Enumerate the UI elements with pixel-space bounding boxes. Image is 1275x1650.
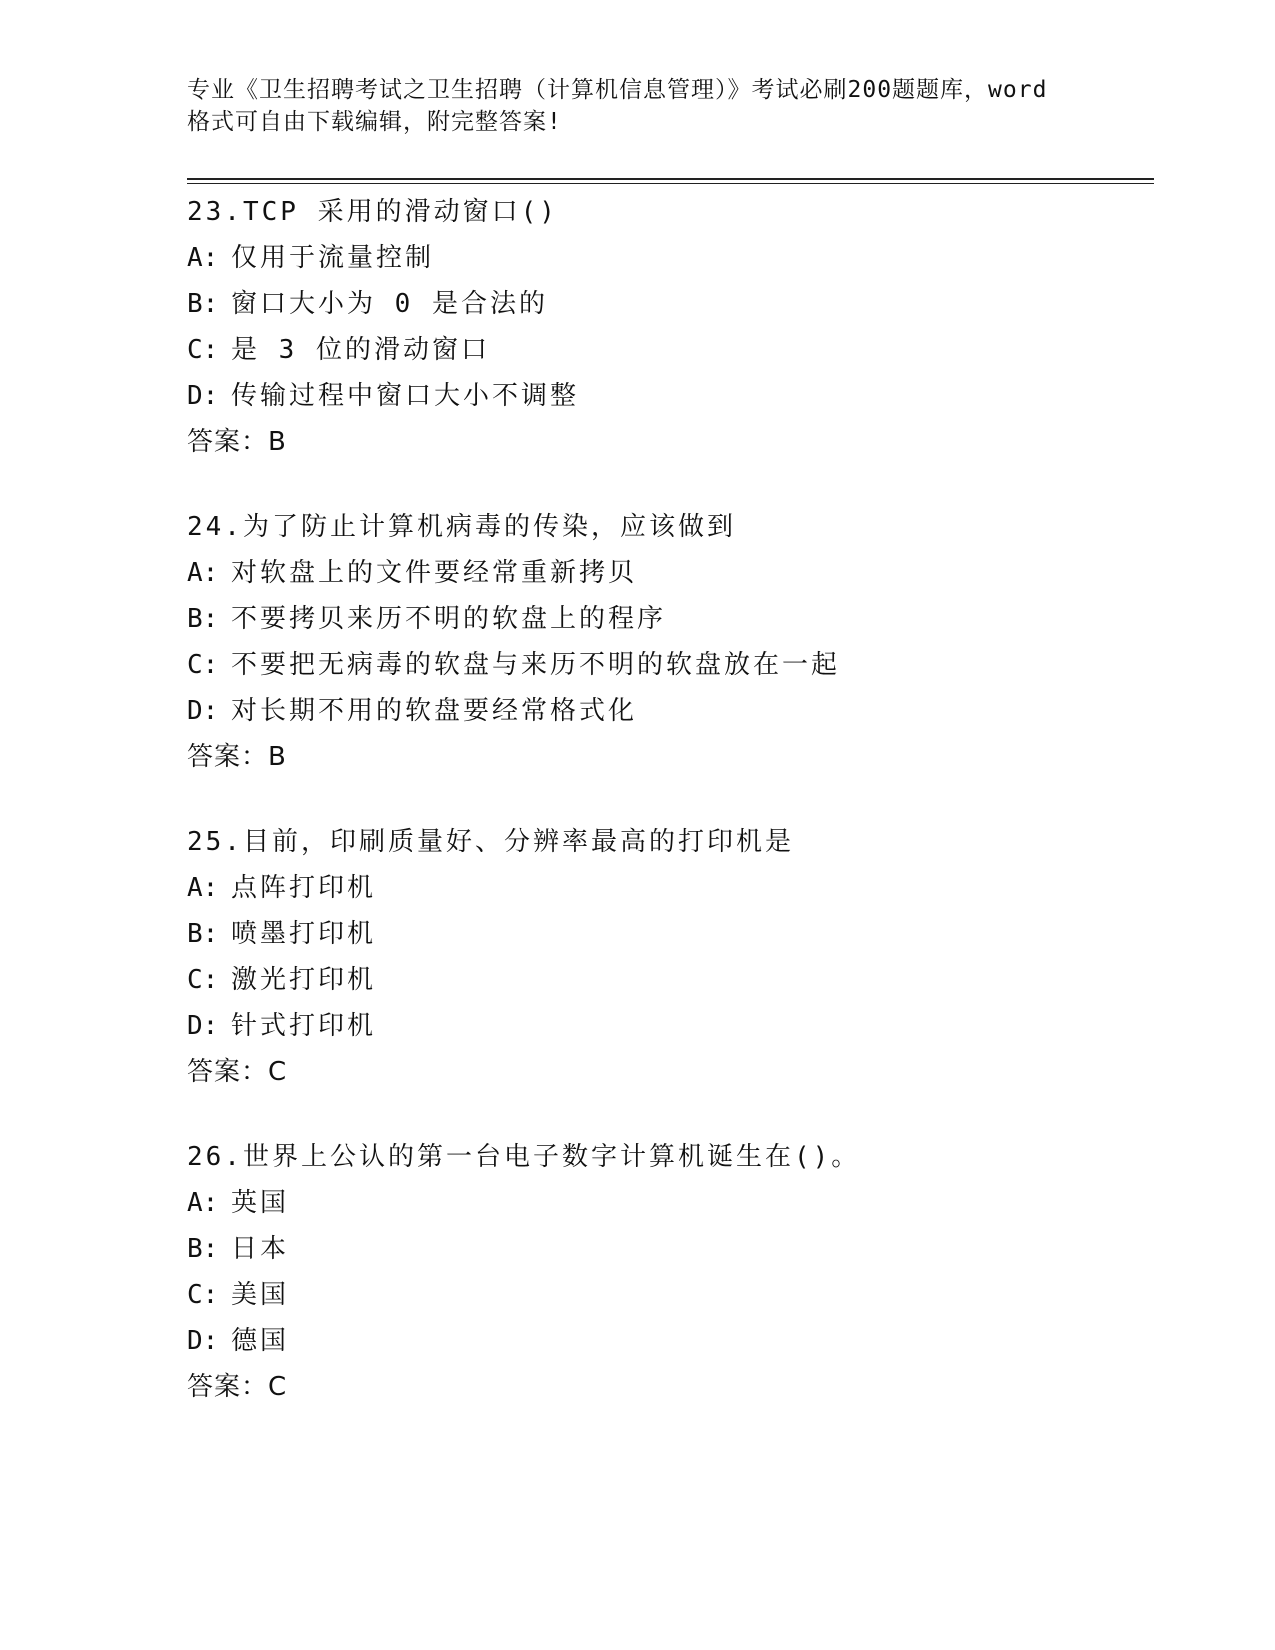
option-letter: D: (187, 696, 219, 726)
option-letter: B: (187, 289, 219, 319)
option-a (187, 550, 1187, 596)
option-letter: C: (187, 650, 219, 680)
option-a (187, 865, 1187, 911)
question-stem: 23.TCP 采用的滑动窗口() (187, 197, 558, 227)
option-text: 英国 (231, 1188, 290, 1218)
option-letter: B: (187, 604, 219, 634)
option-text: 美国 (231, 1280, 290, 1310)
header-divider-thin (187, 183, 1154, 184)
option-text: 点阵打印机 (231, 873, 377, 903)
option-letter: A: (187, 243, 219, 273)
option-letter: B: (187, 1234, 219, 1264)
option-b (187, 281, 1187, 327)
option-c (187, 642, 1187, 688)
option-letter: B: (187, 919, 219, 949)
question-block (187, 819, 1187, 1095)
option-b (187, 596, 1187, 642)
option-letter: A: (187, 1188, 219, 1218)
document-header (187, 74, 1087, 138)
question-stem: 25.目前，印刷质量好、分辨率最高的打印机是 (187, 827, 794, 857)
option-letter: C: (187, 1280, 219, 1310)
option-text: 对长期不用的软盘要经常格式化 (231, 696, 638, 726)
question-block (187, 189, 1187, 465)
option-text: 日本 (231, 1234, 290, 1264)
option-letter: C: (187, 335, 219, 365)
option-letter: D: (187, 1011, 219, 1041)
question-block (187, 1134, 1187, 1410)
option-d (187, 373, 1187, 419)
option-d (187, 688, 1187, 734)
option-letter: A: (187, 558, 219, 588)
option-c (187, 1272, 1187, 1318)
option-text: 德国 (231, 1326, 290, 1356)
option-text: 是 3 位的滑动窗口 (231, 335, 490, 365)
option-d (187, 1318, 1187, 1364)
answer-line: 答案：C (187, 1372, 288, 1402)
option-letter: C: (187, 965, 219, 995)
option-b (187, 911, 1187, 957)
option-b (187, 1226, 1187, 1272)
option-a (187, 1180, 1187, 1226)
question-block (187, 504, 1187, 780)
option-text: 不要把无病毒的软盘与来历不明的软盘放在一起 (231, 650, 841, 680)
answer-line: 答案：B (187, 742, 287, 772)
option-c (187, 327, 1187, 373)
header-line-1: 专业《卫生招聘考试之卫生招聘（计算机信息管理）》考试必刷200题题库，word (187, 77, 1048, 103)
option-text: 仅用于流量控制 (231, 243, 435, 273)
option-text: 喷墨打印机 (231, 919, 377, 949)
question-stem: 24.为了防止计算机病毒的传染，应该做到 (187, 512, 736, 542)
option-text: 对软盘上的文件要经常重新拷贝 (231, 558, 638, 588)
option-letter: D: (187, 381, 219, 411)
option-d (187, 1003, 1187, 1049)
answer-line: 答案：B (187, 427, 287, 457)
option-text: 不要拷贝来历不明的软盘上的程序 (231, 604, 667, 634)
option-text: 传输过程中窗口大小不调整 (231, 381, 580, 411)
answer-line: 答案：C (187, 1057, 288, 1087)
option-a (187, 235, 1187, 281)
header-line-2: 格式可自由下载编辑，附完整答案! (187, 109, 562, 135)
header-divider-thick (187, 178, 1154, 180)
option-text: 激光打印机 (231, 965, 377, 995)
option-text: 窗口大小为 0 是合法的 (231, 289, 548, 319)
option-letter: D: (187, 1326, 219, 1356)
option-c (187, 957, 1187, 1003)
option-letter: A: (187, 873, 219, 903)
question-stem: 26.世界上公认的第一台电子数字计算机诞生在()。 (187, 1142, 861, 1172)
option-text: 针式打印机 (231, 1011, 377, 1041)
